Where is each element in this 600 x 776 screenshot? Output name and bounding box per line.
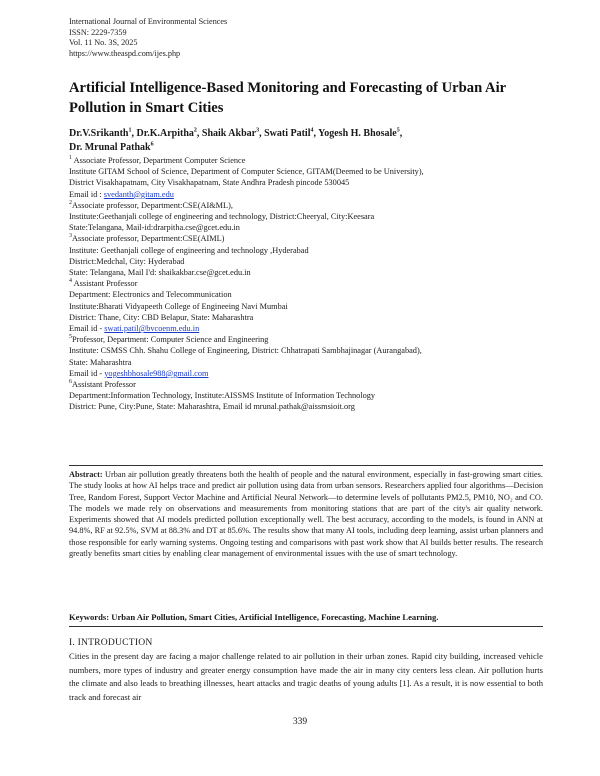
author-sup: 2 <box>193 127 197 134</box>
affiliation-line <box>69 177 539 188</box>
abstract-label: Abstract: <box>69 470 103 479</box>
email-link[interactable]: svedanth@gitam.edu <box>103 189 174 199</box>
abstract <box>69 469 543 559</box>
keywords <box>69 612 543 623</box>
affiliation-text: Associate professor, Department:CSE(AI&ML), <box>72 200 233 210</box>
affiliation-text: Email id : <box>69 189 104 199</box>
introduction-text: Cities in the present day are facing a major challenge related to air pollution in their urban zones. Rapid city building, increased vehicle numbers, more types of industry and greater energy consumption have made the air in many city centers less clean. Air pollution hurts the climate and also leads to breathing illnesses, heart attacks and tragic deaths of young adults [1]. As a result, it is now essential to both track and forecast air <box>69 651 543 702</box>
author-sup: 5 <box>396 127 400 134</box>
abstract-text: Urban air pollution greatly threatens both the health of people and the natural environment, especially in fast-growing smart cities. The study looks at how AI helps trace and predict air pollution using data from urban sensors. Researchers applied four algorithms—Decision Tree, Random Forest, Support Vector Machine and Artificial Neural Network—to determine levels of pollutants PM2.5, PM10, NO₂ and CO. The models we made rely on observations and measurements from monitoring stations that are part of the city's air quality network. Experiments showed that AI models predicted pollution exceptionally well. The best accuracy, according to the models, is found in ANN at 94.8%, RF at 92.5%, SVM at 88.3% and DT at 85.6%. The results show that many AI tools, including deep learning, assist urban planners and those responsible for early warning systems. Ongoing testing and comparisons with past work show that AI builds better results. The research greatly benefits smart cities by enabling clear management of environmental issues with the use of smart technology. <box>69 470 543 559</box>
journal-issn: ISSN: 2229-7359 <box>69 27 127 37</box>
affiliation-text: Institute: CSMSS Chh. Shahu College of Engineering, District: Chhatrapati Sambhajinagar (Aurangabad), <box>69 346 422 356</box>
affiliation-text: Institute: Geethanjali college of engineering and technology ,Hyderabad <box>69 245 309 255</box>
affiliation-text: District: Thane, City: CBD Belapur, State: Maharashtra <box>69 312 254 322</box>
affiliation-line <box>69 368 539 379</box>
affiliation-line <box>69 401 539 412</box>
affiliation-line <box>69 166 539 177</box>
affiliation-sup: 4 <box>69 278 72 285</box>
affiliation-text: District Visakhapatnam, City Visakhapatnam, State Andhra Pradesh pincode 530045 <box>69 178 350 188</box>
affiliation-text: Institute GITAM School of Science, Department of Computer Science, GITAM(Deemed to be University), <box>69 167 424 177</box>
affiliation-text: Institute:Geethanjali college of engineering and technology, District:Cheeryal, City:Keesara <box>69 212 375 222</box>
journal-volume: Vol. 11 No. 3S, 2025 <box>69 38 138 48</box>
affiliation-line <box>69 379 539 390</box>
affiliation-line <box>69 345 539 356</box>
affiliation-text: Associate Professor, Department Computer Science <box>72 156 246 165</box>
affiliation-line <box>69 323 539 334</box>
author-name: Dr.V.Srikanth <box>69 128 129 139</box>
keywords-text: Urban Air Pollution, Smart Cities, Artificial Intelligence, Forecasting, Machine Learning. <box>109 612 439 622</box>
author-sup: 6 <box>150 141 154 148</box>
affiliation-sup: 3 <box>69 233 72 240</box>
author-name: Dr. Mrunal Pathak <box>69 142 151 153</box>
affiliation-sup: 6 <box>69 379 72 386</box>
affiliation-line <box>69 211 539 222</box>
abstract-top-rule <box>69 465 543 466</box>
author-list <box>69 127 549 155</box>
author-name: Dr.K.Arpitha <box>136 128 194 139</box>
section-heading: I. INTRODUCTION <box>69 637 153 648</box>
affiliation-line <box>69 233 539 244</box>
affiliation-text: Department:Information Technology, Institute:AISSMS Institute of Information Technology <box>69 391 376 401</box>
affiliation-line <box>69 189 539 200</box>
email-link[interactable]: yogeshbhosale988@gmail.com <box>104 368 209 378</box>
author-sep: , <box>131 128 137 139</box>
affiliation-text: State: Maharashtra <box>69 357 132 367</box>
affiliations <box>69 155 539 413</box>
affiliation-line <box>69 357 539 368</box>
author-sup: 4 <box>310 127 314 134</box>
author-sup: 1 <box>128 127 132 134</box>
author-sup: 3 <box>256 127 260 134</box>
email-link[interactable]: swati.patil@bvcoenm.edu.in <box>104 324 200 334</box>
author-sep: , <box>399 128 403 139</box>
affiliation-line <box>69 267 539 278</box>
author-line-2 <box>69 141 549 155</box>
affiliation-line <box>69 200 539 211</box>
affiliation-line <box>69 301 539 312</box>
affiliation-text: State: Telangana, Mail I'd: shaikakbar.cse@gcet.edu.in <box>69 268 251 278</box>
affiliation-line <box>69 256 539 267</box>
affiliation-sup: 2 <box>69 200 72 207</box>
affiliation-line <box>69 155 539 166</box>
affiliation-text: Associate professor, Department:CSE(AIML) <box>72 234 225 244</box>
affiliation-text: Department: Electronics and Telecommunication <box>69 290 232 300</box>
author-name: Yogesh H. Bhosale <box>318 128 397 139</box>
affiliation-sup: 1 <box>69 155 72 162</box>
page-number: 339 <box>292 717 308 727</box>
author-sep: , <box>259 128 265 139</box>
affiliation-text: Professor, Department: Computer Science and Engineering <box>72 335 269 345</box>
affiliation-line <box>69 245 539 256</box>
keywords-bottom-rule <box>69 626 543 627</box>
journal-url[interactable]: https://www.theaspd.com/ijes.php <box>69 48 181 58</box>
author-name: Swati Patil <box>264 128 311 139</box>
affiliation-text: State:Telangana, Mail-id:drarpitha.cse@gcet.edu.in <box>69 223 240 233</box>
author-name: Shaik Akbar <box>201 128 257 139</box>
affiliation-text: Institute:Bharati Vidyapeeth College of Engineeing Navi Mumbai <box>69 301 288 311</box>
affiliation-text: Email id - <box>69 368 105 378</box>
affiliation-sup: 5 <box>69 334 72 341</box>
affiliation-text: Assistant Professor <box>72 279 138 289</box>
author-sep: , <box>313 128 319 139</box>
affiliation-text: Email id - <box>69 324 105 334</box>
journal-name: International Journal of Environmental Sciences <box>69 17 228 26</box>
paper-title: Artificial Intelligence-Based Monitoring and Forecasting of Urban Air Pollution in Smart Cities <box>69 80 506 116</box>
affiliation-line <box>69 289 539 300</box>
affiliation-line <box>69 390 539 401</box>
affiliation-text: District:Medchal, City: Hyderabad <box>69 256 185 266</box>
author-line-1 <box>69 127 549 141</box>
journal-header <box>69 17 227 59</box>
affiliation-line <box>69 312 539 323</box>
affiliation-text: Assistant Professor <box>72 380 136 390</box>
affiliation-line <box>69 278 539 289</box>
affiliation-line <box>69 222 539 233</box>
keywords-label: Keywords: <box>69 612 110 622</box>
affiliation-line <box>69 334 539 345</box>
affiliation-text: District: Pune, City:Pune, State: Maharashtra, Email id mrunal.pathak@aissmsioit.org <box>69 402 355 412</box>
author-sep: , <box>196 128 202 139</box>
